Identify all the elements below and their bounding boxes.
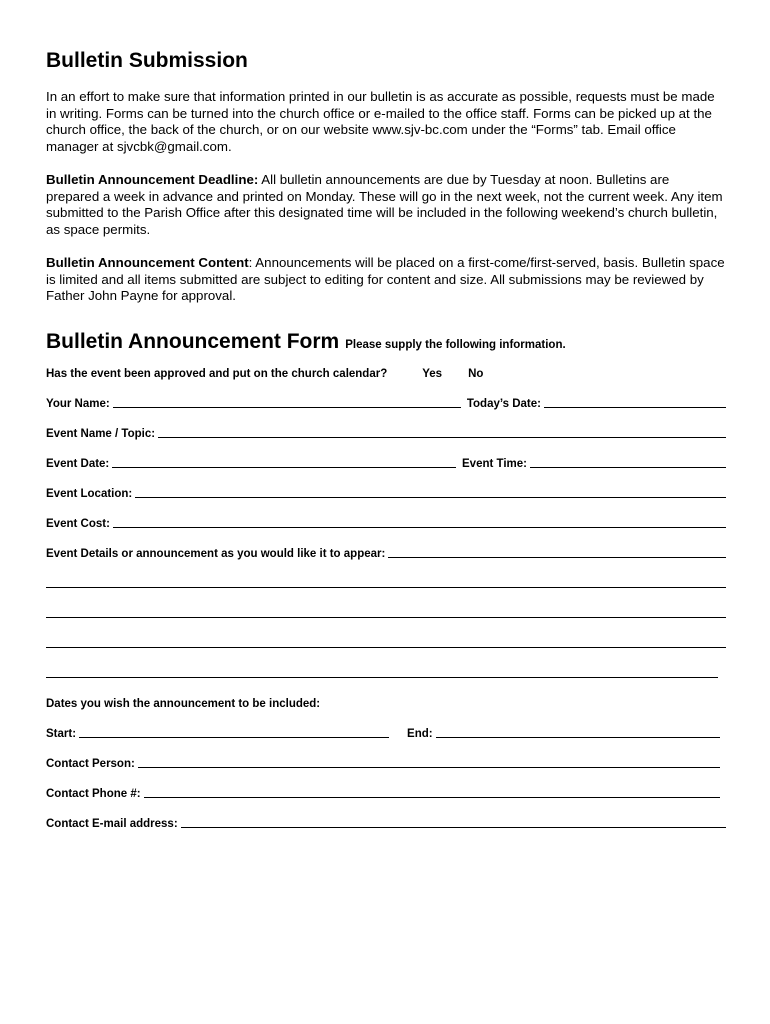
contact-person-label: Contact Person: [46,757,135,770]
deadline-paragraph [46,172,726,238]
deadline-heading: Bulletin Announcement Deadline: [46,172,259,187]
event-name-row [46,413,726,443]
contact-email-label: Contact E-mail address: [46,817,178,830]
event-details-line[interactable] [46,586,726,588]
event-details-line[interactable] [46,616,726,618]
deadline-text: All bulletin announcements are due by Tuesday at noon. Bulletins are prepared a week in advance and printed on Monday. These will go in the next week, not the current week. Any item submitted to the Parish Office after this designated time will be included in the following weekend’s church bulletin, as space permits. [46,172,723,237]
content-paragraph [46,255,726,305]
name-date-row [46,383,726,413]
event-name-field[interactable] [158,436,726,438]
your-name-field[interactable] [113,406,461,408]
content-heading: Bulletin Announcement Content [46,255,249,270]
event-cost-row [46,503,726,533]
event-cost-label: Event Cost: [46,517,110,530]
intro-paragraph: In an effort to make sure that information printed in our bulletin is as accurate as possible, requests must be made in writing. Forms can be turned into the church office or e-mailed to the office staff. Forms can be picked up at the church office, the back of the church, or on our website www.sjv-bc.com under the “Forms” tab. Email office manager at sjvcbk@gmail.com. [46,89,715,154]
form-title-row [46,327,726,357]
contact-email-field[interactable] [181,826,726,828]
event-details-row [46,533,726,563]
event-location-label: Event Location: [46,487,133,500]
end-date-field[interactable] [436,736,720,738]
bulletin-form-page [46,46,726,833]
approval-row [46,357,726,383]
details-line-1 [46,563,726,593]
contact-email-row [46,803,726,833]
your-name-label: Your Name: [46,397,110,410]
no-option[interactable]: No [468,367,484,380]
dates-heading-row [46,683,726,713]
event-date-label: Event Date: [46,457,110,470]
form-title: Bulletin Announcement Form [46,329,340,353]
event-location-field[interactable] [135,496,726,498]
contact-phone-label: Contact Phone #: [46,787,141,800]
details-line-3 [46,623,726,653]
start-date-field[interactable] [79,736,389,738]
event-cost-field[interactable] [113,526,726,528]
event-location-row [46,473,726,503]
details-line-2 [46,593,726,623]
event-date-field[interactable] [112,466,456,468]
event-details-field[interactable] [388,556,726,558]
start-label: Start: [46,727,77,740]
details-line-4 [46,653,726,683]
contact-phone-field[interactable] [144,796,720,798]
event-date-time-row [46,443,726,473]
end-label: End: [407,727,433,740]
event-details-line[interactable] [46,676,718,678]
approval-question: Has the event been approved and put on the church calendar? [46,367,388,380]
dates-heading: Dates you wish the announcement to be included: [46,697,321,710]
event-time-field[interactable] [530,466,726,468]
page-title: Bulletin Submission [46,49,248,72]
content-text: : Announcements will be placed on a first-come/first-served, basis. Bulletin space is limited and all items submitted are subject to editing for content and size. All submissions may be reviewed by Father John Payne for approval. [46,255,725,303]
event-details-label: Event Details or announcement as you would like it to appear: [46,547,386,560]
event-name-label: Event Name / Topic: [46,427,156,440]
todays-date-field[interactable] [544,406,726,408]
event-time-label: Event Time: [462,457,527,470]
contact-person-field[interactable] [138,766,720,768]
contact-phone-row [46,773,726,803]
start-end-row [46,713,726,743]
todays-date-label: Today’s Date: [466,397,541,410]
form-subtitle: Please supply the following information. [345,338,566,351]
yes-option[interactable]: Yes [422,367,443,380]
contact-person-row [46,743,726,773]
event-details-line[interactable] [46,646,726,648]
